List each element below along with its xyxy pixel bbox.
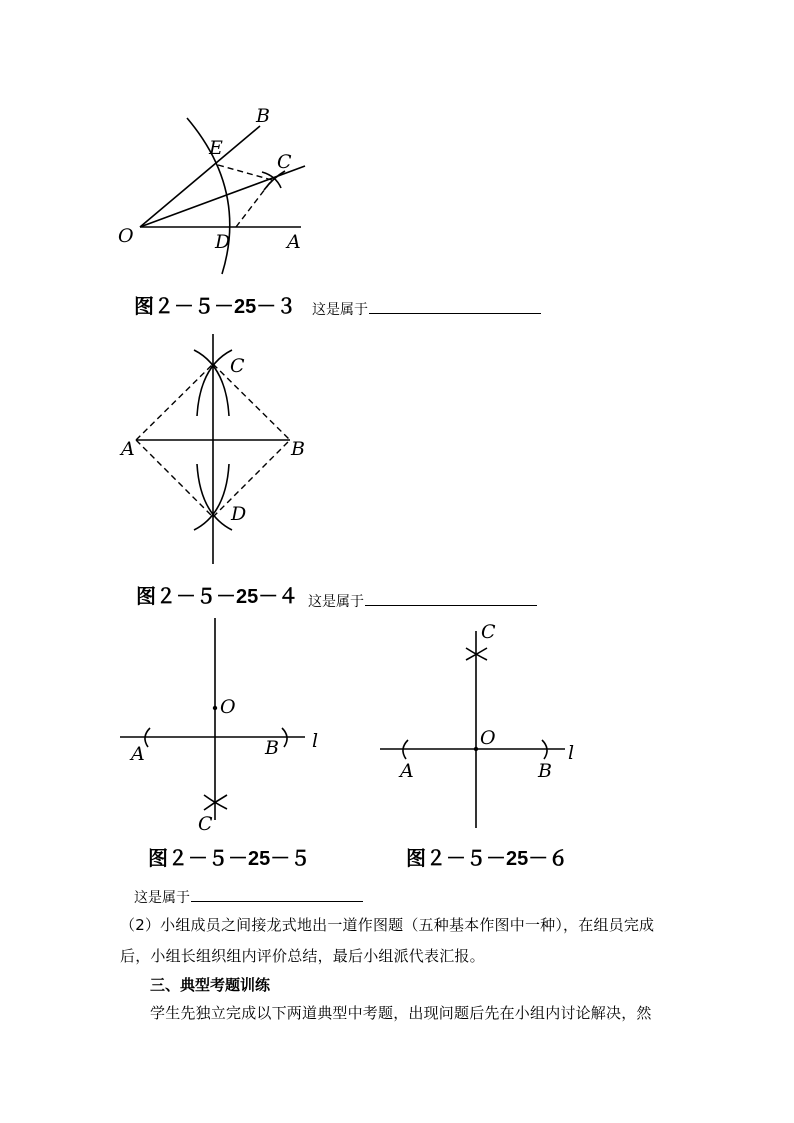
arc-bottom-left: [197, 464, 232, 530]
dashed-DC: [236, 180, 272, 227]
label-C: C: [277, 151, 292, 173]
figure-caption: 图２－５－25－６: [406, 848, 569, 870]
label-B: B: [538, 760, 552, 782]
arc-bottom-right: [194, 464, 229, 530]
figure-perpendicular-from-point: [0, 610, 330, 840]
label-B: B: [265, 737, 279, 759]
answer-prompt-label: 这是属于: [312, 302, 368, 318]
paragraph-line: 后，小组长组织组内评价总结，最后小组派代表汇报。: [120, 947, 485, 965]
figure-caption: 图２－５－25－５: [148, 848, 311, 870]
point-O: [474, 747, 478, 751]
label-D: D: [215, 231, 231, 253]
label-C: C: [230, 355, 245, 377]
answer-prompt: [312, 299, 541, 319]
dashed-AD: [136, 440, 213, 517]
figure-caption: 图２－５－25－３: [134, 296, 297, 318]
paragraph-line: （2）小组成员之间接龙式地出一道作图题（五种基本作图中一种），在组员完成: [120, 916, 655, 934]
dashed-DB: [213, 440, 290, 517]
figure-perpendicular-through-point: [360, 610, 600, 840]
label-A: A: [121, 438, 135, 460]
figure-caption: 图２－５－25－４: [136, 586, 299, 608]
label-O: O: [220, 696, 236, 718]
label-D: D: [231, 503, 247, 525]
answer-prompt-label: 这是属于: [308, 594, 364, 610]
dashed-CB: [213, 364, 290, 440]
figure-angle-bisector: [0, 0, 794, 330]
label-C: C: [481, 621, 496, 643]
answer-blank[interactable]: [191, 888, 363, 902]
answer-blank[interactable]: [365, 592, 537, 606]
label-O: O: [118, 225, 134, 247]
dashed-AC: [136, 364, 213, 440]
label-A: A: [400, 760, 414, 782]
label-A: A: [131, 743, 145, 765]
label-l: l: [312, 730, 319, 752]
answer-prompt: [308, 591, 537, 611]
label-l: l: [568, 742, 575, 764]
arc-top-right: [194, 350, 229, 416]
ray-OC: [140, 166, 305, 227]
answer-prompt: [134, 887, 363, 907]
label-A: A: [287, 231, 301, 253]
arc-top-left: [197, 350, 232, 416]
section-heading: 三、典型考题训练: [150, 976, 271, 994]
point-O: [213, 706, 217, 710]
label-O: O: [480, 727, 496, 749]
label-B: B: [291, 438, 305, 460]
label-B: B: [256, 105, 270, 127]
figure-perpendicular-bisector: [0, 330, 794, 570]
answer-prompt-label: 这是属于: [134, 890, 190, 906]
paragraph-line: 学生先独立完成以下两道典型中考题，出现问题后先在小组内讨论解决，然: [150, 1004, 652, 1022]
label-C: C: [198, 813, 213, 835]
label-E: E: [209, 137, 223, 159]
ray-OB: [140, 126, 260, 227]
answer-blank[interactable]: [369, 300, 541, 314]
